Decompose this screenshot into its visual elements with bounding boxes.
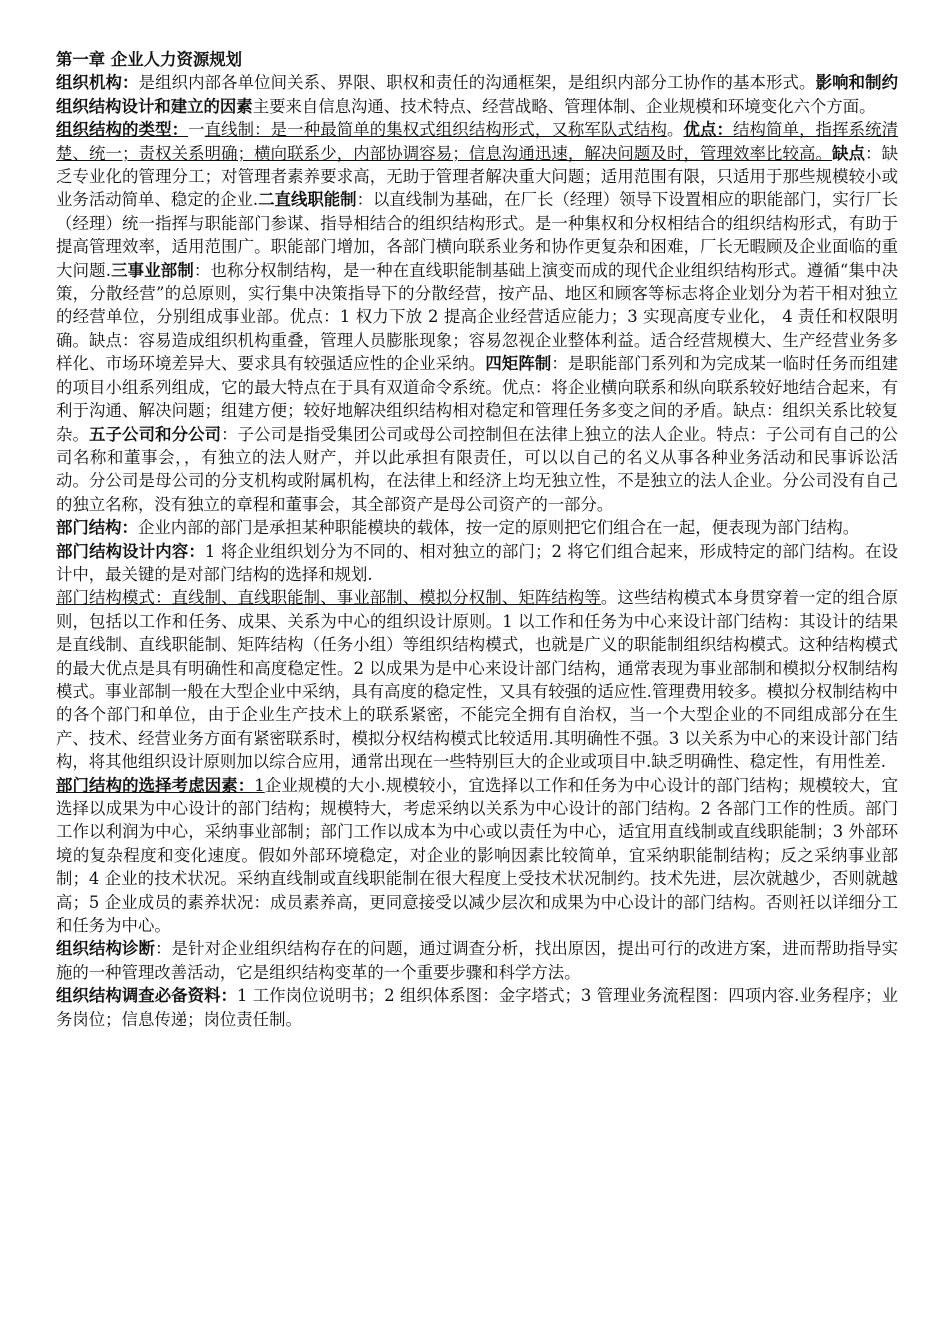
term-dept-factors: 部门结构的选择考虑因素：	[56, 775, 255, 795]
paragraph-dept-modes	[56, 586, 898, 773]
term-structure-types: 组织结构的类型：	[56, 120, 189, 140]
text-span: ：以直线制为基础，在厂长（经理）领导下设置相应的职能部门，实行厂长（经理）统一指挥与职能部门参谋、指导相结合的组织结构形式。是一种集权和分权相结合的组织结构形式，有助于提高管理效率，适用范围广。职能部门增加，各部门横向联系业务和协作更复杂和困难，厂长无暇顾及企业面临的重大问题.	[56, 190, 899, 280]
term-survey-materials: 组织结构调查必备资料：	[56, 986, 237, 1006]
text-span: 。这些结构模式本身贯穿着一定的组合原则，包括以工作和任务、成果、关系为中心的组织设计原则。1 以工作和任务为中心来设计部门结构：其设计的结果是直线制、直线职能制、矩阵结构（任务小组）等组织结构模式，也就是广义的职能制组织结构模式。这种结构模式的最大优点是具有明确性和高度稳定性。2 以成果为是中心来设计部门结构，通常表现为事业部制和模拟分权制结构模式。事业部制一般在大型企业中采纳，具有高度的稳定性，又具有较强的适应性.管理费用较多。模拟分权制结构中的各个部门和单位，由于企业生产技术上的联系紧密，不能完全拥有自治权，当一个大型企业的不同组成部分在生产、技术、经营业务方面有紧密联系时，模拟分权结构模式比较适用.其明确性不强。3 以关系为中心的来设计部门结构，将其他组织设计原则加以综合应用，通常出现在一些特别巨大的企业或项目中.缺乏明确性、稳定性，有用性差.	[56, 588, 899, 772]
chapter-title: 第一章 企业人力资源规划	[56, 50, 243, 69]
paragraph-dept-design	[56, 540, 898, 587]
term-org-structure: 组织机构：	[56, 73, 139, 93]
text-span: ：也称分权制结构，是一种在直线职能制基础上演变而成的现代企业组织结构形式。遵循“集中决策，分散经营”的总原则，实行集中决策指导下的分散经营，按产品、地区和顾客等标志将企业划分为若干相对独立的经营单位，分别组成事业部。优点：1 权力下放 2 提高企业经营适应能力；3 实现高度专业化， 4 责任和权限明确。缺点：容易造成组织机构重叠，管理人员膨胀现象；容易忽视企业整体利益。适合经营规模大、生产经营业务多样化、市场环境差异大、要求具有较强适应性的企业采纳。	[56, 260, 898, 374]
text-span: 主要来自信息沟通、技术特点、经营战略、管理体制、企业规模和环境变化六个方面。	[252, 96, 876, 116]
term-division: 三事业部制	[110, 260, 194, 280]
text-span: 企业内部的部门是承担某种职能模块的载体，按一定的原则把它们组合在一起，便表现为部门结构。	[137, 518, 860, 538]
underlined-span: 直线制：是一种最简单的集权式组织结构形式，又称军队式结构	[204, 120, 667, 140]
term-advantages: 优点：	[683, 120, 734, 140]
paragraph-org-structure	[56, 71, 898, 118]
term-factors: 影响和制约组织结构设计和建立的因素	[56, 73, 899, 116]
term-diagnosis: 组织结构诊断	[56, 939, 156, 959]
text-span: ：是针对企业组织结构存在的问题，通过调查分析，找出原因，提出可行的改进方案，进而帮助指导实施的一种管理改善活动，它是组织结构变革的一个重要步骤和科学方法。	[56, 939, 899, 982]
term-disadvantages: 缺点	[832, 143, 866, 163]
term-dept-structure: 部门结构：	[56, 518, 138, 538]
text-span: 是组织内部各单位间关系、界限、职权和责任的沟通框架，是组织内部分工协作的基本形式。	[138, 73, 816, 93]
underlined-span: 1	[254, 775, 265, 795]
text-span: 。	[666, 120, 684, 140]
underlined-span: 部门结构模式：直线制、直线职能制、事业部制、模拟分权制、矩阵结构等	[56, 588, 601, 608]
paragraph-dept-factors	[56, 774, 898, 938]
text-span: 1 将企业组织划分为不同的、相对独立的部门；2 将它们组合起来，形成特定的部门结构。在设计中，最关键的是对部门结构的选择和规划.	[56, 541, 899, 584]
paragraph-structure-types	[56, 118, 898, 516]
term-dept-design: 部门结构设计内容：	[56, 541, 205, 561]
text-span: ：子公司是指受集团公司或母公司控制但在法律上独立的法人企业。特点：子公司有自己的公司名称和董事会，，有独立的法人财产，并以此承担有限责任，可以以自己的名义从事各种业务活动和民事诉讼活动。分公司是母公司的分支机构或附属机构，在法律上和经济上均无独立性，不是独立的法人企业。分公司没有自己的独立名称，没有独立的章程和董事会，其全部资产是母公司资产的一部分。	[56, 424, 899, 514]
text-span: 企业规模的大小.规模较小，宜选择以工作和任务为中心设计的部门结构；规模较大，宜选择以成果为中心设计的部门结构；规模特大，考虑采纳以关系为中心设计的部门结构。2 各部门工作的性质。部门工作以利润为中心，采纳事业部制；部门工作以成本为中心或以责任为中心，适宜用直线制或直线职能制；3 外部环境的复杂程度和变化速度。假如外部环境稳定，对企业的影响因素比较简单，宜采纳职能制结构；反之采纳事业部制；4 企业的技术状况。采纳直线制或直线职能制在很大程度上受技术状况制约。技术先进，层次就越少，否则就越高；5 企业成员的素养状况：成员素养高，更同意接受以减少层次和成果为中心设计的部门结构。否则衽以详细分工和任务为中心。	[56, 775, 898, 936]
text-span: 一	[188, 120, 205, 140]
term-line-function: 二直线职能制	[258, 190, 357, 210]
text-span: 1 工作岗位说明书；2 组织体系图：金字塔式；3 管理业务流程图：四项内容.业务程序；业务岗位；信息传递；岗位责任制。	[56, 986, 898, 1029]
underlined-span: 结构简单，指挥系统清楚、统一；责权关系明确；横向联系少，内部协调容易；信息沟通迅速，解决问题及时，管理效率比较高。	[56, 120, 899, 163]
term-subsidiary: 五子公司和分公司	[89, 424, 222, 444]
term-matrix: 四矩阵制	[485, 354, 552, 374]
text-span: ：是职能部门系列和为完成某一临时任务而组建的项目小组系列组成，它的最大特点在于具有双道命令系统。优点：将企业横向联系和纵向联系较好地结合起来，有利于沟通、解决问题；组建方便；较好地解决组织结构相对稳定和管理任务多变之间的矛盾。缺点：组织关系比较复杂。	[56, 354, 899, 444]
text-span: ：缺乏专业化的管理分工；对管理者素养要求高，无助于管理者解决重大问题；适用范围有限，只适用于那些规模较小或业务活动简单、稳定的企业.	[56, 143, 899, 210]
paragraph-survey-materials	[56, 984, 898, 1031]
paragraph-diagnosis	[56, 937, 898, 984]
paragraph-dept-structure	[56, 516, 898, 539]
